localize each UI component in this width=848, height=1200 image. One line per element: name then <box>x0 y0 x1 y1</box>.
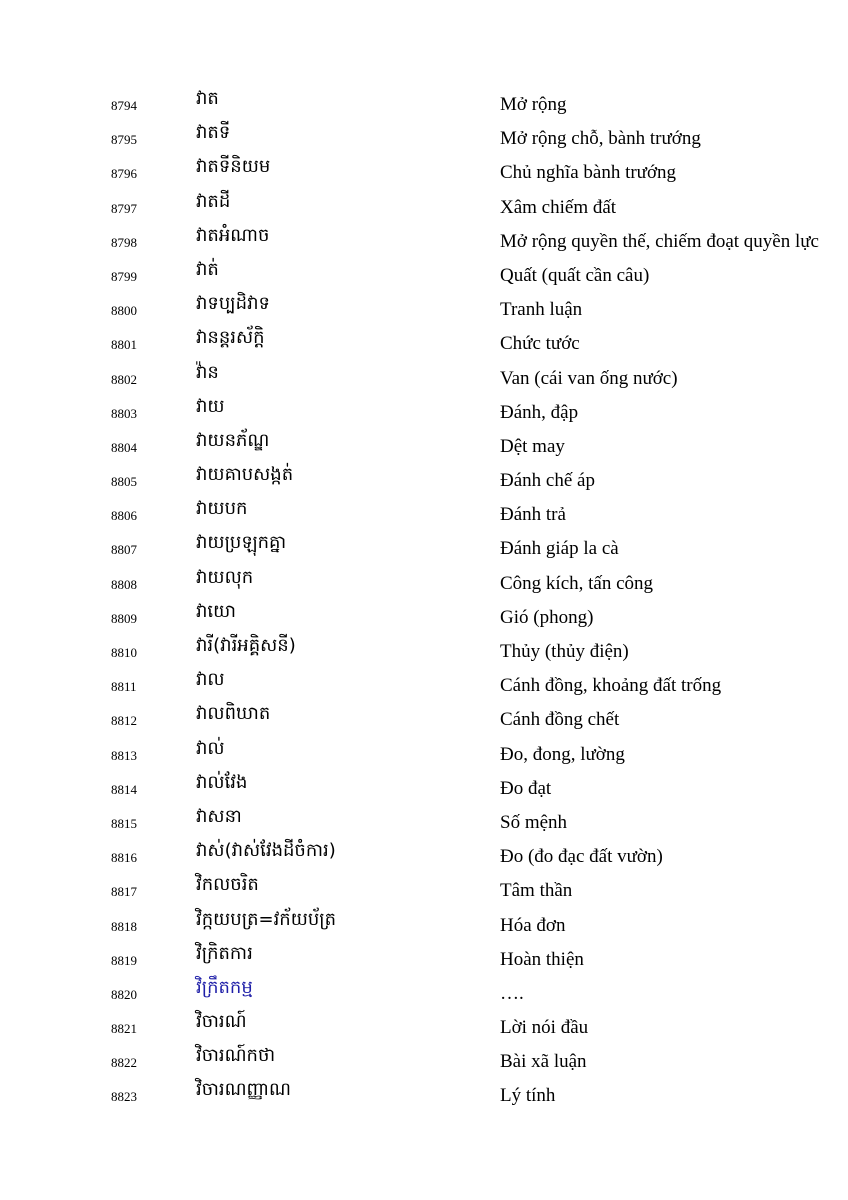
vietnamese-translation: Đánh, đập <box>500 401 579 423</box>
entry-number: 8821 <box>111 1021 137 1037</box>
khmer-term: វាសនា <box>196 805 242 827</box>
khmer-term: វាតដី <box>196 190 231 212</box>
khmer-term: វិក្កយបត្រ=វក័យប័ត្រ <box>196 908 337 930</box>
entry-number: 8818 <box>111 918 137 934</box>
list-item <box>0 191 848 225</box>
vietnamese-translation: Cánh đồng chết <box>500 709 620 731</box>
khmer-term: វិចារណញ្ញាណ <box>196 1079 292 1101</box>
list-item <box>0 840 848 874</box>
list-item <box>0 259 848 293</box>
entry-number: 8811 <box>111 679 137 695</box>
entry-number: 8816 <box>111 850 137 866</box>
entry-number: 8797 <box>111 200 137 216</box>
vietnamese-translation: Xâm chiếm đất <box>500 196 617 218</box>
vietnamese-translation: Mở rộng <box>500 94 567 115</box>
vietnamese-translation: Đo (đo đạc đất vườn) <box>500 846 663 868</box>
khmer-term: វារី(វារីអគ្គិសនី) <box>196 635 296 656</box>
entry-number: 8800 <box>111 303 137 319</box>
khmer-term: វិក្រឹតកម្ម <box>196 976 253 998</box>
khmer-term: វាល់វែង <box>196 771 248 793</box>
list-item <box>0 601 848 635</box>
khmer-term: វាយនភ័ណ្ឌ <box>196 429 270 451</box>
entry-number: 8798 <box>111 234 137 250</box>
khmer-term: វាយ <box>196 395 225 417</box>
khmer-term: វានន្តរស័ក្តិ <box>196 327 265 349</box>
list-item <box>0 909 848 943</box>
vietnamese-translation: …. <box>500 982 524 1004</box>
khmer-term: វាល់ <box>196 737 225 759</box>
entry-number: 8808 <box>111 576 137 592</box>
entry-number: 8810 <box>111 645 137 660</box>
list-item <box>0 156 848 190</box>
khmer-term: វាត <box>196 88 219 109</box>
vietnamese-translation: Hóa đơn <box>500 914 566 936</box>
vietnamese-translation: Thủy (thủy điện) <box>500 641 629 662</box>
entry-list <box>0 88 848 1114</box>
vietnamese-translation: Mở rộng chỗ, bành trướng <box>500 128 701 150</box>
list-item <box>0 669 848 703</box>
vietnamese-translation: Công kích, tấn công <box>500 572 654 594</box>
vietnamese-translation: Bài xã luận <box>500 1051 587 1073</box>
vietnamese-translation: Đo, đong, lường <box>500 743 625 765</box>
khmer-term: វាតទីនិយម <box>196 156 271 178</box>
khmer-term: វាត់ <box>196 258 219 280</box>
khmer-term: វាស់(វាស់វែងដីចំការ) <box>196 840 336 862</box>
list-item <box>0 806 848 840</box>
vietnamese-translation: Đánh giáp la cà <box>500 538 619 560</box>
khmer-term: វាយោ <box>196 600 236 622</box>
list-item <box>0 874 848 908</box>
vietnamese-translation: Đánh chế áp <box>500 470 595 492</box>
list-item <box>0 88 848 122</box>
khmer-term: វិក្រិតការ <box>196 942 253 964</box>
entry-number: 8805 <box>111 474 137 490</box>
list-item <box>0 943 848 977</box>
entry-number: 8817 <box>111 884 137 900</box>
khmer-term: វាតទី <box>196 122 231 144</box>
vietnamese-translation: Hoàn thiện <box>500 948 584 970</box>
vietnamese-translation: Quất (quất cần câu) <box>500 264 650 286</box>
list-item <box>0 635 848 669</box>
entry-number: 8806 <box>111 508 137 524</box>
entry-number: 8815 <box>111 815 137 831</box>
entry-number: 8819 <box>111 952 137 968</box>
entry-number: 8822 <box>111 1055 137 1071</box>
list-item <box>0 327 848 361</box>
khmer-term: វិចារណ៍កថា <box>196 1045 276 1067</box>
entry-number: 8803 <box>111 405 137 421</box>
list-item <box>0 1011 848 1045</box>
entry-number: 8795 <box>111 132 137 148</box>
vietnamese-translation: Chủ nghĩa bành trướng <box>500 162 677 184</box>
vietnamese-translation: Lời nói đầu <box>500 1017 589 1039</box>
list-item <box>0 225 848 259</box>
entry-number: 8823 <box>111 1089 137 1105</box>
vietnamese-translation: Mở rộng quyền thế, chiếm đoạt quyền lực <box>500 230 819 252</box>
list-item <box>0 738 848 772</box>
list-item <box>0 703 848 737</box>
vietnamese-translation: Gió (phong) <box>500 606 594 628</box>
vietnamese-translation: Dệt may <box>500 435 565 457</box>
list-item <box>0 977 848 1011</box>
vietnamese-translation: Van (cái van ống nước) <box>500 367 678 389</box>
khmer-term: វាលពិឃាត <box>196 703 271 725</box>
vietnamese-translation: Đánh trả <box>500 504 566 526</box>
list-item <box>0 772 848 806</box>
list-item <box>0 293 848 327</box>
list-item <box>0 498 848 532</box>
list-item <box>0 430 848 464</box>
entry-number: 8812 <box>111 713 137 729</box>
khmer-term: វាតអំណាច <box>196 224 270 246</box>
entry-number: 8802 <box>111 371 137 387</box>
list-item <box>0 567 848 601</box>
khmer-term: វាយបក <box>196 498 248 520</box>
list-item <box>0 532 848 566</box>
list-item <box>0 1045 848 1079</box>
khmer-term: វិកលចរិត <box>196 874 259 896</box>
entry-number: 8804 <box>111 439 137 455</box>
entry-number: 8813 <box>111 747 137 763</box>
entry-number: 8796 <box>111 166 137 182</box>
vietnamese-translation: Chức tước <box>500 333 580 355</box>
khmer-term: វិចារណ៍ <box>196 1011 247 1033</box>
entry-number: 8799 <box>111 268 137 284</box>
khmer-term: វាទប្បដិវាទ <box>196 293 270 315</box>
entry-number: 8814 <box>111 781 137 797</box>
entry-number: 8807 <box>111 542 137 558</box>
entry-number: 8801 <box>111 337 137 353</box>
vietnamese-translation: Số mệnh <box>500 811 568 833</box>
khmer-term: វាយលុក <box>196 566 254 588</box>
entry-number: 8809 <box>111 610 137 626</box>
list-item <box>0 464 848 498</box>
vietnamese-translation: Tâm thần <box>500 880 573 902</box>
vietnamese-translation: Lý tính <box>500 1085 556 1107</box>
list-item <box>0 122 848 156</box>
vietnamese-translation: Cánh đồng, khoảng đất trống <box>500 675 722 697</box>
list-item <box>0 1079 848 1113</box>
khmer-term: វាយគាបសង្កត់ <box>196 464 294 486</box>
entry-number: 8794 <box>111 98 137 113</box>
vietnamese-translation: Đo đạt <box>500 777 552 799</box>
khmer-term: វាល <box>196 669 225 691</box>
entry-number: 8820 <box>111 986 137 1002</box>
list-item <box>0 362 848 396</box>
vietnamese-translation: Tranh luận <box>500 299 583 321</box>
khmer-term: វាយប្រឡុកគ្នា <box>196 532 287 554</box>
khmer-term: វ៉ាន <box>196 361 219 383</box>
list-item <box>0 396 848 430</box>
